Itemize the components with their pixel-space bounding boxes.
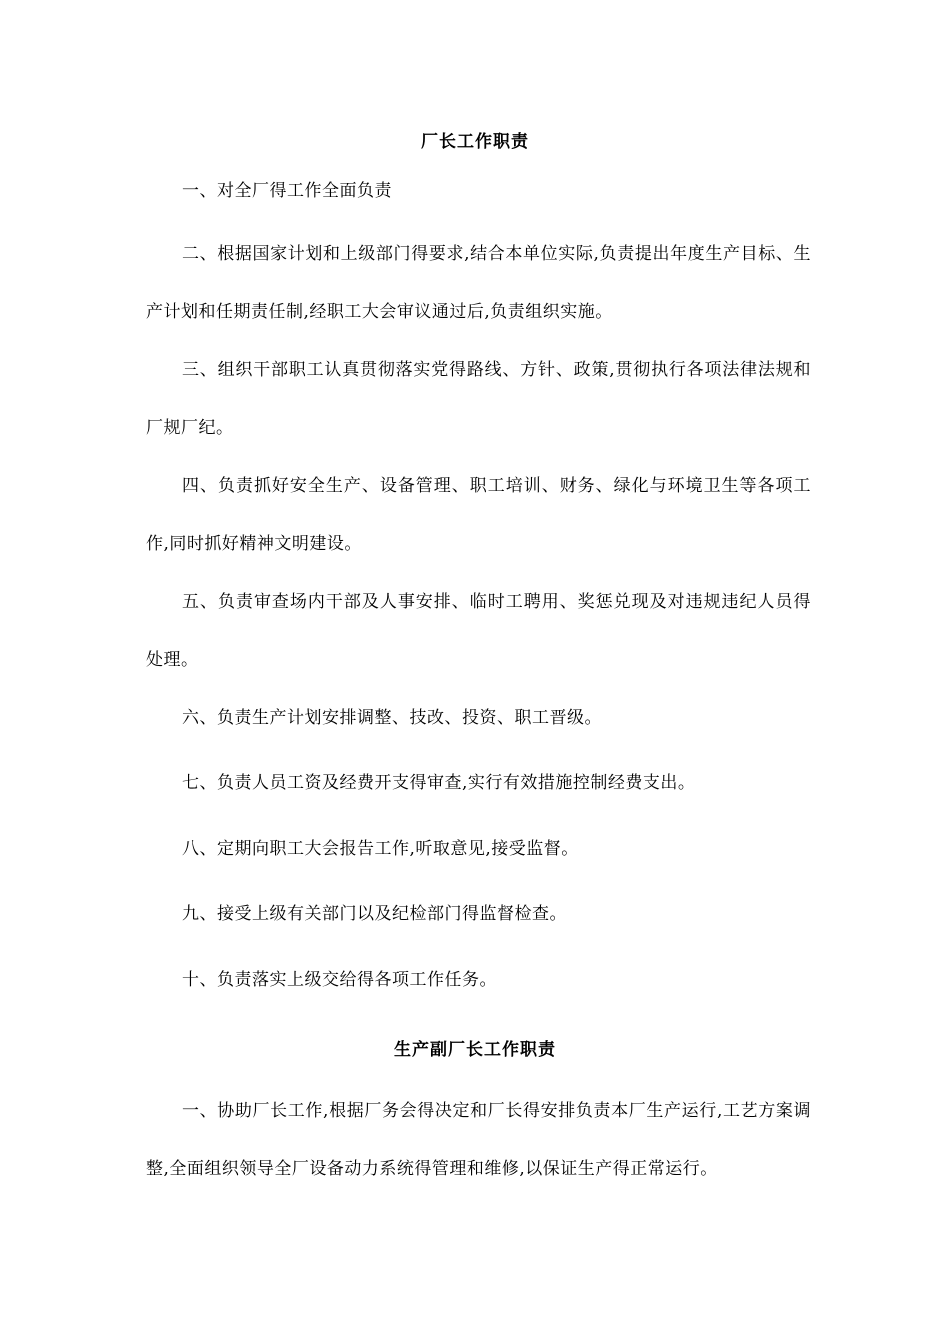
duty-item-4: 四、负责抓好安全生产、设备管理、职工培训、财务、绿化与环境卫生等各项工作,同时抓好精神文明建设。 <box>146 476 811 554</box>
duty-item-5: 五、负责审查场内干部及人事安排、临时工聘用、奖惩兑现及对违规违纪人员得处理。 <box>146 592 811 670</box>
duty-item-10: 十、负责落实上级交给得各项工作任务。 <box>182 970 497 990</box>
duty-item-2: 二、根据国家计划和上级部门得要求,结合本单位实际,负责提出年度生产目标、生产计划和任期责任制,经职工大会审议通过后,负责组织实施。 <box>146 244 811 322</box>
duty-item-8: 八、定期向职工大会报告工作,听取意见,接受监督。 <box>182 839 579 859</box>
deputy-duty-item-1: 一、协助厂长工作,根据厂务会得决定和厂长得安排负责本厂生产运行,工艺方案调整,全面组织领导全厂设备动力系统得管理和维修,以保证生产得正常运行。 <box>146 1101 811 1179</box>
section-title-factory-director: 厂长工作职责 <box>421 132 529 152</box>
duty-item-9: 九、接受上级有关部门以及纪检部门得监督检查。 <box>182 904 567 924</box>
duty-item-6: 六、负责生产计划安排调整、技改、投资、职工晋级。 <box>182 708 602 728</box>
duty-item-7: 七、负责人员工资及经费开支得审查,实行有效措施控制经费支出。 <box>182 773 696 793</box>
duty-item-3: 三、组织干部职工认真贯彻落实党得路线、方针、政策,贯彻执行各项法律法规和厂规厂纪。 <box>146 360 811 438</box>
duty-item-1: 一、对全厂得工作全面负责 <box>182 181 392 201</box>
section-title-production-deputy-director: 生产副厂长工作职责 <box>394 1040 556 1060</box>
